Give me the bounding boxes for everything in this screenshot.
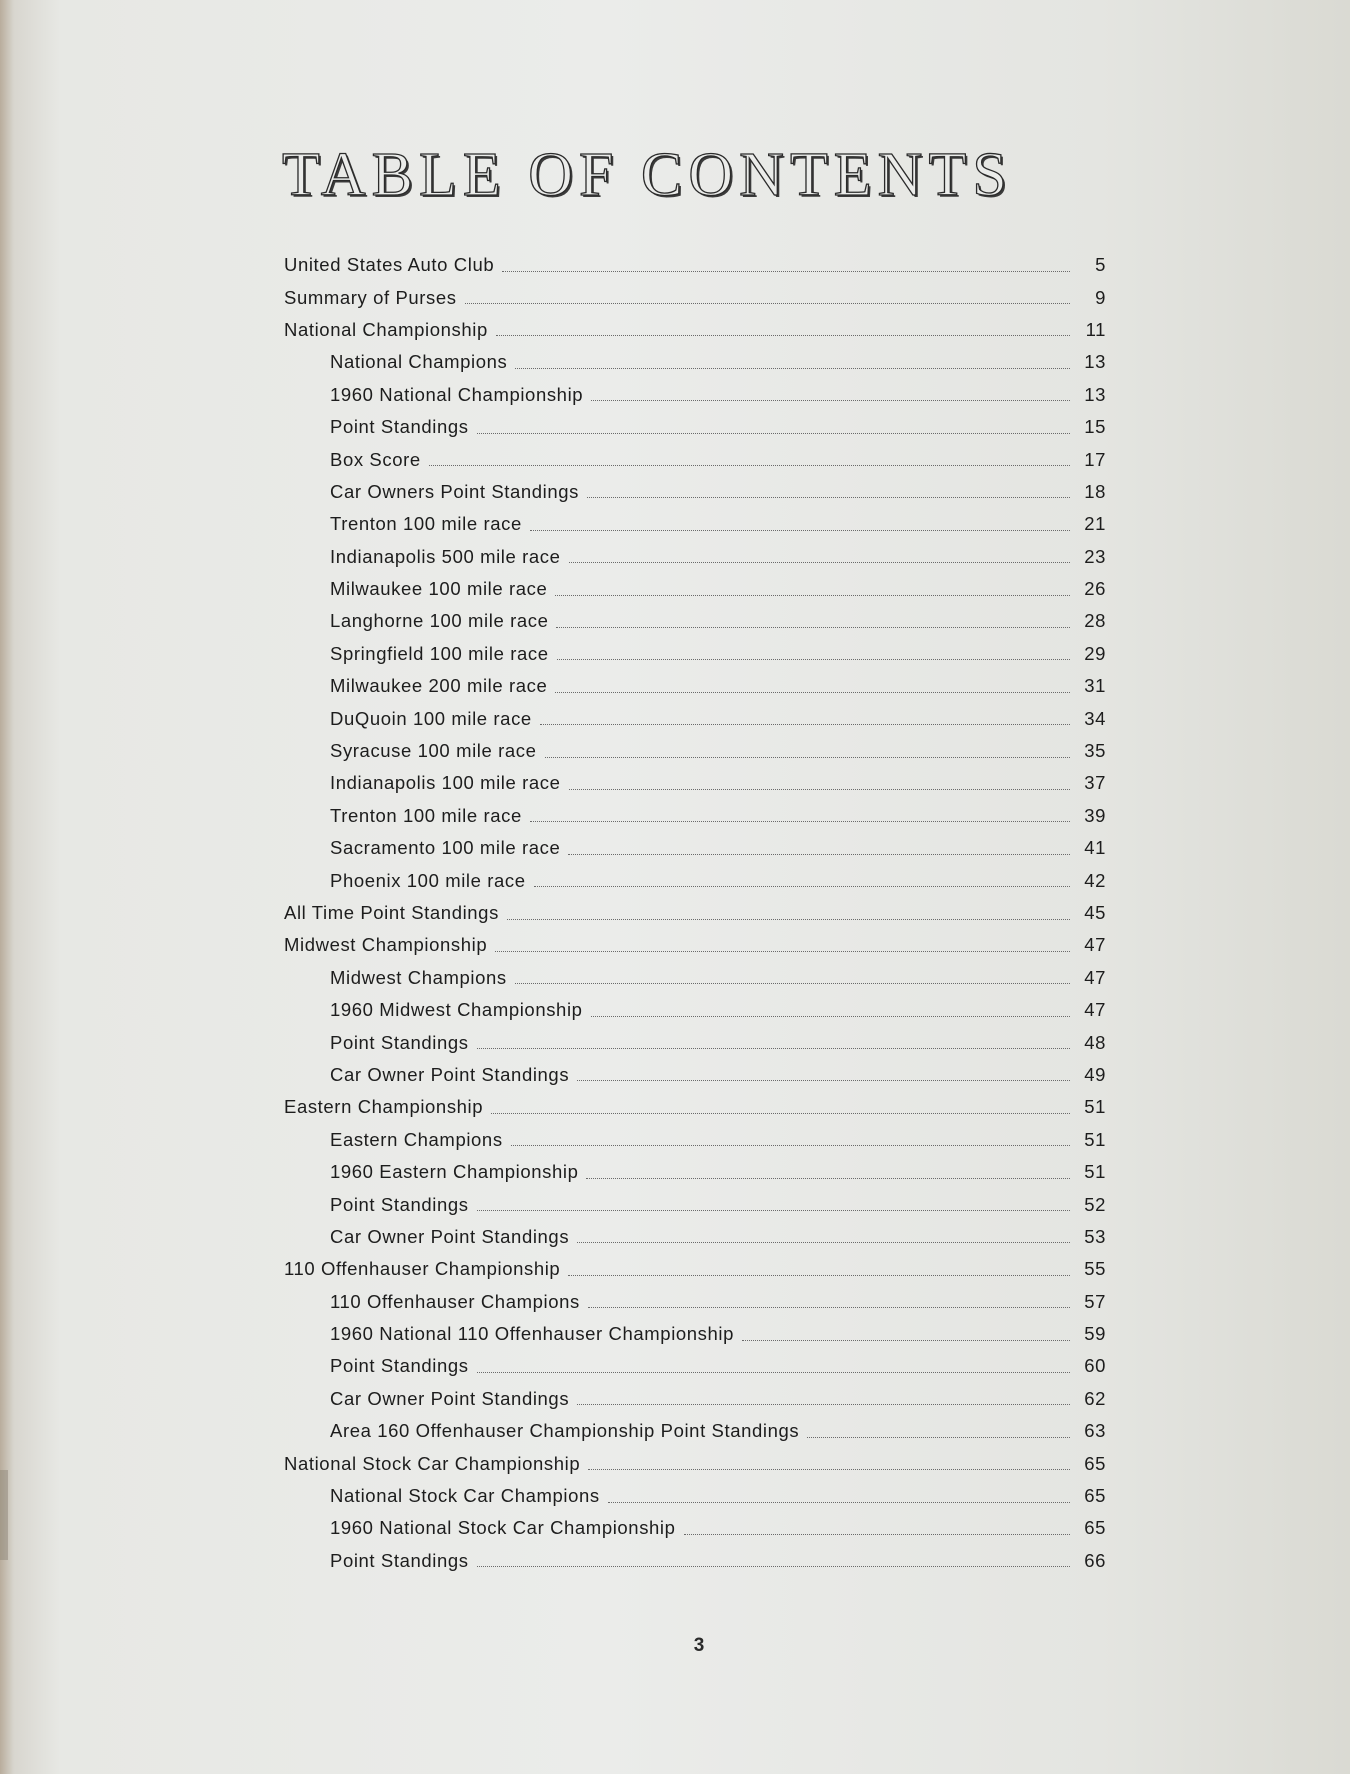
- toc-entry-title: Springfield 100 mile race: [330, 642, 549, 664]
- toc-subentry: [284, 443, 1106, 475]
- dot-leader: [530, 821, 1070, 822]
- toc-entry-title: All Time Point Standings: [284, 902, 499, 923]
- toc-page-number: 39: [1084, 804, 1106, 826]
- toc-entry: [284, 1447, 1106, 1479]
- toc-subentry: [284, 508, 1106, 540]
- toc-page-number: 35: [1084, 740, 1106, 762]
- toc-page-number: 11: [1085, 318, 1106, 340]
- toc-entry-title: Car Owner Point Standings: [330, 1063, 570, 1085]
- dot-leader: [569, 789, 1070, 790]
- toc-entry: [284, 314, 1106, 346]
- dot-leader: [545, 757, 1070, 758]
- toc-entry: [284, 929, 1106, 961]
- toc-entry-title: Area 160 Offenhauser Championship Point Standings: [330, 1420, 800, 1442]
- dot-leader: [530, 530, 1070, 531]
- toc-subentry: [284, 379, 1106, 411]
- dot-leader: [477, 433, 1070, 434]
- toc-entry-title: Indianapolis 100 mile race: [330, 772, 561, 794]
- toc-entry-title: Indianapolis 500 mile race: [330, 545, 561, 567]
- toc-page-number: 57: [1084, 1290, 1106, 1312]
- dot-leader: [540, 724, 1070, 725]
- dot-leader: [477, 1210, 1070, 1211]
- dot-leader: [577, 1404, 1070, 1405]
- dot-leader: [591, 1016, 1070, 1017]
- toc-entry-title: DuQuoin 100 mile race: [330, 707, 532, 729]
- toc-entry-title: Phoenix 100 mile race: [330, 869, 526, 891]
- toc-page-number: 53: [1084, 1225, 1106, 1247]
- toc-page-number: 66: [1084, 1549, 1106, 1571]
- dot-leader: [515, 983, 1070, 984]
- toc-entry-title: Eastern Champions: [330, 1128, 503, 1150]
- toc-entry: [284, 1091, 1106, 1123]
- page-number: 3: [693, 1635, 705, 1656]
- toc-subentry: [284, 670, 1106, 702]
- toc-page-number: 23: [1084, 545, 1106, 567]
- dot-leader: [477, 1566, 1070, 1567]
- toc-entry-title: Summary of Purses: [284, 286, 457, 308]
- toc-subentry: [284, 346, 1106, 378]
- dot-leader: [555, 595, 1070, 596]
- toc-subentry: [284, 1188, 1106, 1220]
- toc-entry-title: 1960 National Championship: [330, 383, 584, 405]
- toc-entry-title: Langhorne 100 mile race: [330, 610, 549, 632]
- toc-entry-title: Point Standings: [330, 1193, 469, 1215]
- toc-entry-title: Eastern Championship: [284, 1096, 484, 1118]
- toc-page-number: 51: [1084, 1128, 1106, 1150]
- toc-entry: [284, 897, 1106, 929]
- dot-leader: [555, 692, 1070, 693]
- toc-page-number: 48: [1084, 1031, 1106, 1053]
- toc-page-number: 60: [1084, 1355, 1106, 1377]
- toc-page-number: 47: [1084, 999, 1106, 1021]
- toc-subentry: [284, 411, 1106, 443]
- toc-page-number: 42: [1084, 869, 1106, 891]
- toc-subentry: [284, 605, 1106, 637]
- toc-entry-title: Midwest Championship: [284, 934, 488, 956]
- toc-page-number: 59: [1084, 1323, 1106, 1345]
- toc-page-number: 51: [1084, 1161, 1106, 1183]
- toc-page-number: 26: [1084, 578, 1106, 600]
- toc-subentry: [284, 1480, 1106, 1512]
- toc-page-number: 9: [1095, 286, 1106, 308]
- toc-entry-title: Syracuse 100 mile race: [330, 740, 537, 762]
- toc-entry-title: 1960 Midwest Championship: [330, 999, 583, 1021]
- dot-leader: [577, 1242, 1070, 1243]
- dot-leader: [684, 1534, 1070, 1535]
- dot-leader: [477, 1048, 1070, 1049]
- dot-leader: [495, 951, 1070, 952]
- toc-entry-title: Sacramento 100 mile race: [330, 837, 561, 859]
- toc-subentry: [284, 541, 1106, 573]
- toc-entry-title: Car Owner Point Standings: [330, 1387, 570, 1409]
- toc-subentry: [284, 832, 1106, 864]
- dot-leader: [511, 1145, 1070, 1146]
- toc-entry-title: National Champions: [330, 351, 508, 373]
- toc-subentry: [284, 1221, 1106, 1253]
- toc-entry-title: National Championship: [284, 318, 488, 340]
- toc-subentry: [284, 1026, 1106, 1058]
- dot-leader: [568, 1275, 1070, 1276]
- toc-entry-title: Midwest Champions: [330, 966, 507, 988]
- toc-entry: [284, 249, 1106, 281]
- toc-subentry: [284, 800, 1106, 832]
- toc-page-number: 31: [1084, 675, 1106, 697]
- toc-page-number: 15: [1084, 416, 1106, 438]
- toc-subentry: [284, 1059, 1106, 1091]
- dot-leader: [429, 465, 1070, 466]
- toc-subentry: [284, 1156, 1106, 1188]
- toc-page-number: 34: [1084, 707, 1106, 729]
- toc-entry-title: National Stock Car Championship: [284, 1452, 581, 1474]
- toc-subentry: [284, 767, 1106, 799]
- toc-page-number: 5: [1095, 254, 1106, 276]
- toc-page-number: 65: [1084, 1485, 1106, 1507]
- dot-leader: [465, 303, 1070, 304]
- toc-entry-title: Trenton 100 mile race: [330, 804, 522, 826]
- toc-entry-title: Car Owner Point Standings: [330, 1225, 570, 1247]
- toc-entry-title: Trenton 100 mile race: [330, 513, 522, 535]
- dot-leader: [591, 400, 1070, 401]
- toc-page-number: 47: [1084, 966, 1106, 988]
- toc-page-number: 47: [1084, 934, 1106, 956]
- dot-leader: [507, 919, 1070, 920]
- toc-entry-title: Point Standings: [330, 1355, 469, 1377]
- dot-leader: [515, 368, 1070, 369]
- toc-page-number: 28: [1084, 610, 1106, 632]
- toc-page-number: 62: [1084, 1387, 1106, 1409]
- toc-subentry: [284, 1512, 1106, 1544]
- toc-entry-title: 1960 Eastern Championship: [330, 1161, 579, 1183]
- page-title: TABLE OF CONTENTS: [282, 141, 1013, 209]
- toc-page-number: 13: [1084, 351, 1106, 373]
- toc-entry-title: 110 Offenhauser Champions: [330, 1290, 580, 1312]
- dot-leader: [742, 1340, 1070, 1341]
- toc-page-number: 52: [1084, 1193, 1106, 1215]
- dot-leader: [534, 886, 1070, 887]
- toc-subentry: [284, 1383, 1106, 1415]
- toc-page-number: 18: [1084, 480, 1106, 502]
- toc-page-number: 65: [1084, 1517, 1106, 1539]
- toc-page-number: 17: [1084, 448, 1106, 470]
- toc-subentry: [284, 962, 1106, 994]
- dot-leader: [608, 1502, 1070, 1503]
- toc-page-number: 65: [1084, 1452, 1106, 1474]
- dot-leader: [556, 627, 1070, 628]
- dot-leader: [496, 335, 1070, 336]
- toc-subentry: [284, 864, 1106, 896]
- dot-leader: [477, 1372, 1070, 1373]
- dot-leader: [557, 659, 1070, 660]
- toc-page-number: 13: [1084, 383, 1106, 405]
- toc-entry-title: 1960 National 110 Offenhauser Championship: [330, 1323, 735, 1345]
- toc-page-number: 41: [1084, 837, 1106, 859]
- dot-leader: [568, 854, 1070, 855]
- dot-leader: [588, 1307, 1070, 1308]
- dot-leader: [491, 1113, 1070, 1114]
- toc-entry-title: Milwaukee 200 mile race: [330, 675, 548, 697]
- toc-page-number: 29: [1084, 642, 1106, 664]
- binding-shadow: [0, 1470, 8, 1560]
- toc-page-number: 55: [1084, 1258, 1106, 1280]
- toc-subentry: [284, 476, 1106, 508]
- toc-page-number: 49: [1084, 1063, 1106, 1085]
- toc-entry-title: 110 Offenhauser Championship: [284, 1258, 561, 1280]
- toc-entry-title: Milwaukee 100 mile race: [330, 578, 548, 600]
- toc-subentry: [284, 1318, 1106, 1350]
- toc-subentry: [284, 638, 1106, 670]
- toc-page-number: 21: [1084, 513, 1106, 535]
- dot-leader: [586, 1178, 1070, 1179]
- dot-leader: [569, 562, 1070, 563]
- toc-subentry: [284, 1415, 1106, 1447]
- toc-entry: [284, 1253, 1106, 1285]
- toc-entry: [284, 281, 1106, 313]
- toc-entry-title: Point Standings: [330, 1031, 469, 1053]
- table-of-contents: [284, 249, 1106, 1577]
- dot-leader: [587, 497, 1070, 498]
- toc-page-number: 51: [1084, 1096, 1106, 1118]
- toc-entry-title: Point Standings: [330, 1549, 469, 1571]
- toc-subentry: [284, 702, 1106, 734]
- toc-subentry: [284, 1124, 1106, 1156]
- toc-subentry: [284, 1286, 1106, 1318]
- toc-subentry: [284, 735, 1106, 767]
- dot-leader: [502, 271, 1070, 272]
- dot-leader: [588, 1469, 1070, 1470]
- toc-page-number: 45: [1084, 902, 1106, 923]
- toc-entry-title: United States Auto Club: [284, 254, 495, 276]
- dot-leader: [577, 1080, 1070, 1081]
- toc-entry-title: Box Score: [330, 448, 421, 470]
- toc-entry-title: National Stock Car Champions: [330, 1485, 600, 1507]
- toc-entry-title: Point Standings: [330, 416, 469, 438]
- toc-entry-title: 1960 National Stock Car Championship: [330, 1517, 676, 1539]
- toc-subentry: [284, 1350, 1106, 1382]
- dot-leader: [807, 1437, 1070, 1438]
- toc-subentry: [284, 994, 1106, 1026]
- toc-entry-title: Car Owners Point Standings: [330, 480, 580, 502]
- toc-subentry: [284, 1545, 1106, 1577]
- toc-subentry: [284, 573, 1106, 605]
- toc-page-number: 63: [1084, 1420, 1106, 1442]
- toc-page-number: 37: [1084, 772, 1106, 794]
